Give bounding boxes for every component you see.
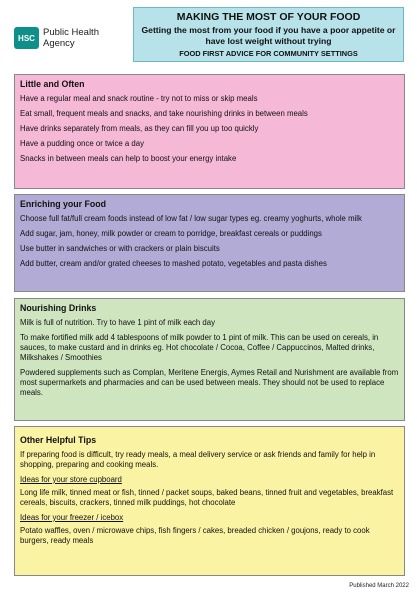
list-item: Powdered supplements such as Complan, Meritene Energis, Aymes Retail and Nurishment are available from most supermarkets and pharmacies and can be used between meals. They should not be used to replace meals. — [20, 368, 399, 397]
hsc-logo — [14, 27, 99, 49]
section-little-and-often — [14, 74, 405, 189]
list-item: Have a regular meal and snack routine - try not to miss or skip meals — [20, 94, 258, 103]
list-item: To make fortified milk add 4 tablespoons of milk powder to 1 pint of milk. This can be used on cereals, in sauces, to make custard and in drinks eg. Hot chocolate / Cocoa, Coffee / Cappuccinos, Malted drinks, Milkshakes / Smoothies — [20, 333, 379, 362]
published-date: Published March 2022 — [349, 583, 409, 589]
page-title: MAKING THE MOST OF YOUR FOOD — [176, 11, 361, 23]
section-nourishing-drinks — [14, 298, 405, 421]
logo-line-2: Agency — [43, 38, 75, 49]
list-item: Add butter, cream and/or grated cheeses to mashed potato, vegetables and pasta dishes — [20, 259, 327, 268]
logo-text — [43, 27, 99, 49]
list-item: Choose full fat/full cream foods instead of low fat / low sugar types eg. creamy yoghurts, whole milk — [20, 214, 362, 223]
store-cupboard-text: Long life milk, tinned meat or fish, tinned / packet soups, baked beans, tinned fruit and vegetables, breakfast cereals, biscuits, crackers, tinned milk puddings, hot chocolate — [20, 488, 394, 507]
logo-line-1: Public Health — [43, 27, 99, 38]
header-footer: FOOD FIRST ADVICE FOR COMMUNITY SETTINGS — [179, 49, 358, 58]
header-box — [133, 7, 404, 62]
section-heading: Other Helpful Tips — [20, 435, 97, 445]
freezer-text: Potato waffles, oven / microwave chips, fish fingers / cakes, breaded chicken / goujons, ready to cook burgers, ready meals — [20, 526, 370, 545]
section-other-helpful-tips — [14, 426, 405, 576]
store-cupboard-label: Ideas for your store cupboard — [20, 475, 122, 484]
list-item: Have a pudding once or twice a day — [20, 139, 144, 148]
hsc-logo-icon: HSC — [14, 27, 39, 49]
section-enriching-your-food — [14, 194, 405, 292]
list-item: Snacks in between meals can help to boost your energy intake — [20, 154, 237, 163]
list-item: Use butter in sandwiches or with crackers or plain biscuits — [20, 244, 220, 253]
freezer-label: Ideas for your freezer / icebox — [20, 513, 124, 522]
list-item: Milk is full of nutrition. Try to have 1 pint of milk each day — [20, 318, 216, 327]
page-subtitle: Getting the most from your food if you have a poor appetite or have lost weight without trying — [141, 25, 396, 46]
section-heading: Little and Often — [20, 79, 85, 89]
section-heading: Nourishing Drinks — [20, 303, 97, 313]
section-heading: Enriching your Food — [20, 199, 107, 209]
list-item: Add sugar, jam, honey, milk powder or cream to porridge, breakfast cereals or puddings — [20, 229, 322, 238]
list-item: Have drinks separately from meals, as they can fill you up too quickly — [20, 124, 259, 133]
tips-intro: If preparing food is difficult, try ready meals, a meal delivery service or ask friends and family for help in shopping, preparing and cooking meals. — [20, 450, 376, 469]
list-item: Eat small, frequent meals and snacks, and take nourishing drinks in between meals — [20, 109, 308, 118]
